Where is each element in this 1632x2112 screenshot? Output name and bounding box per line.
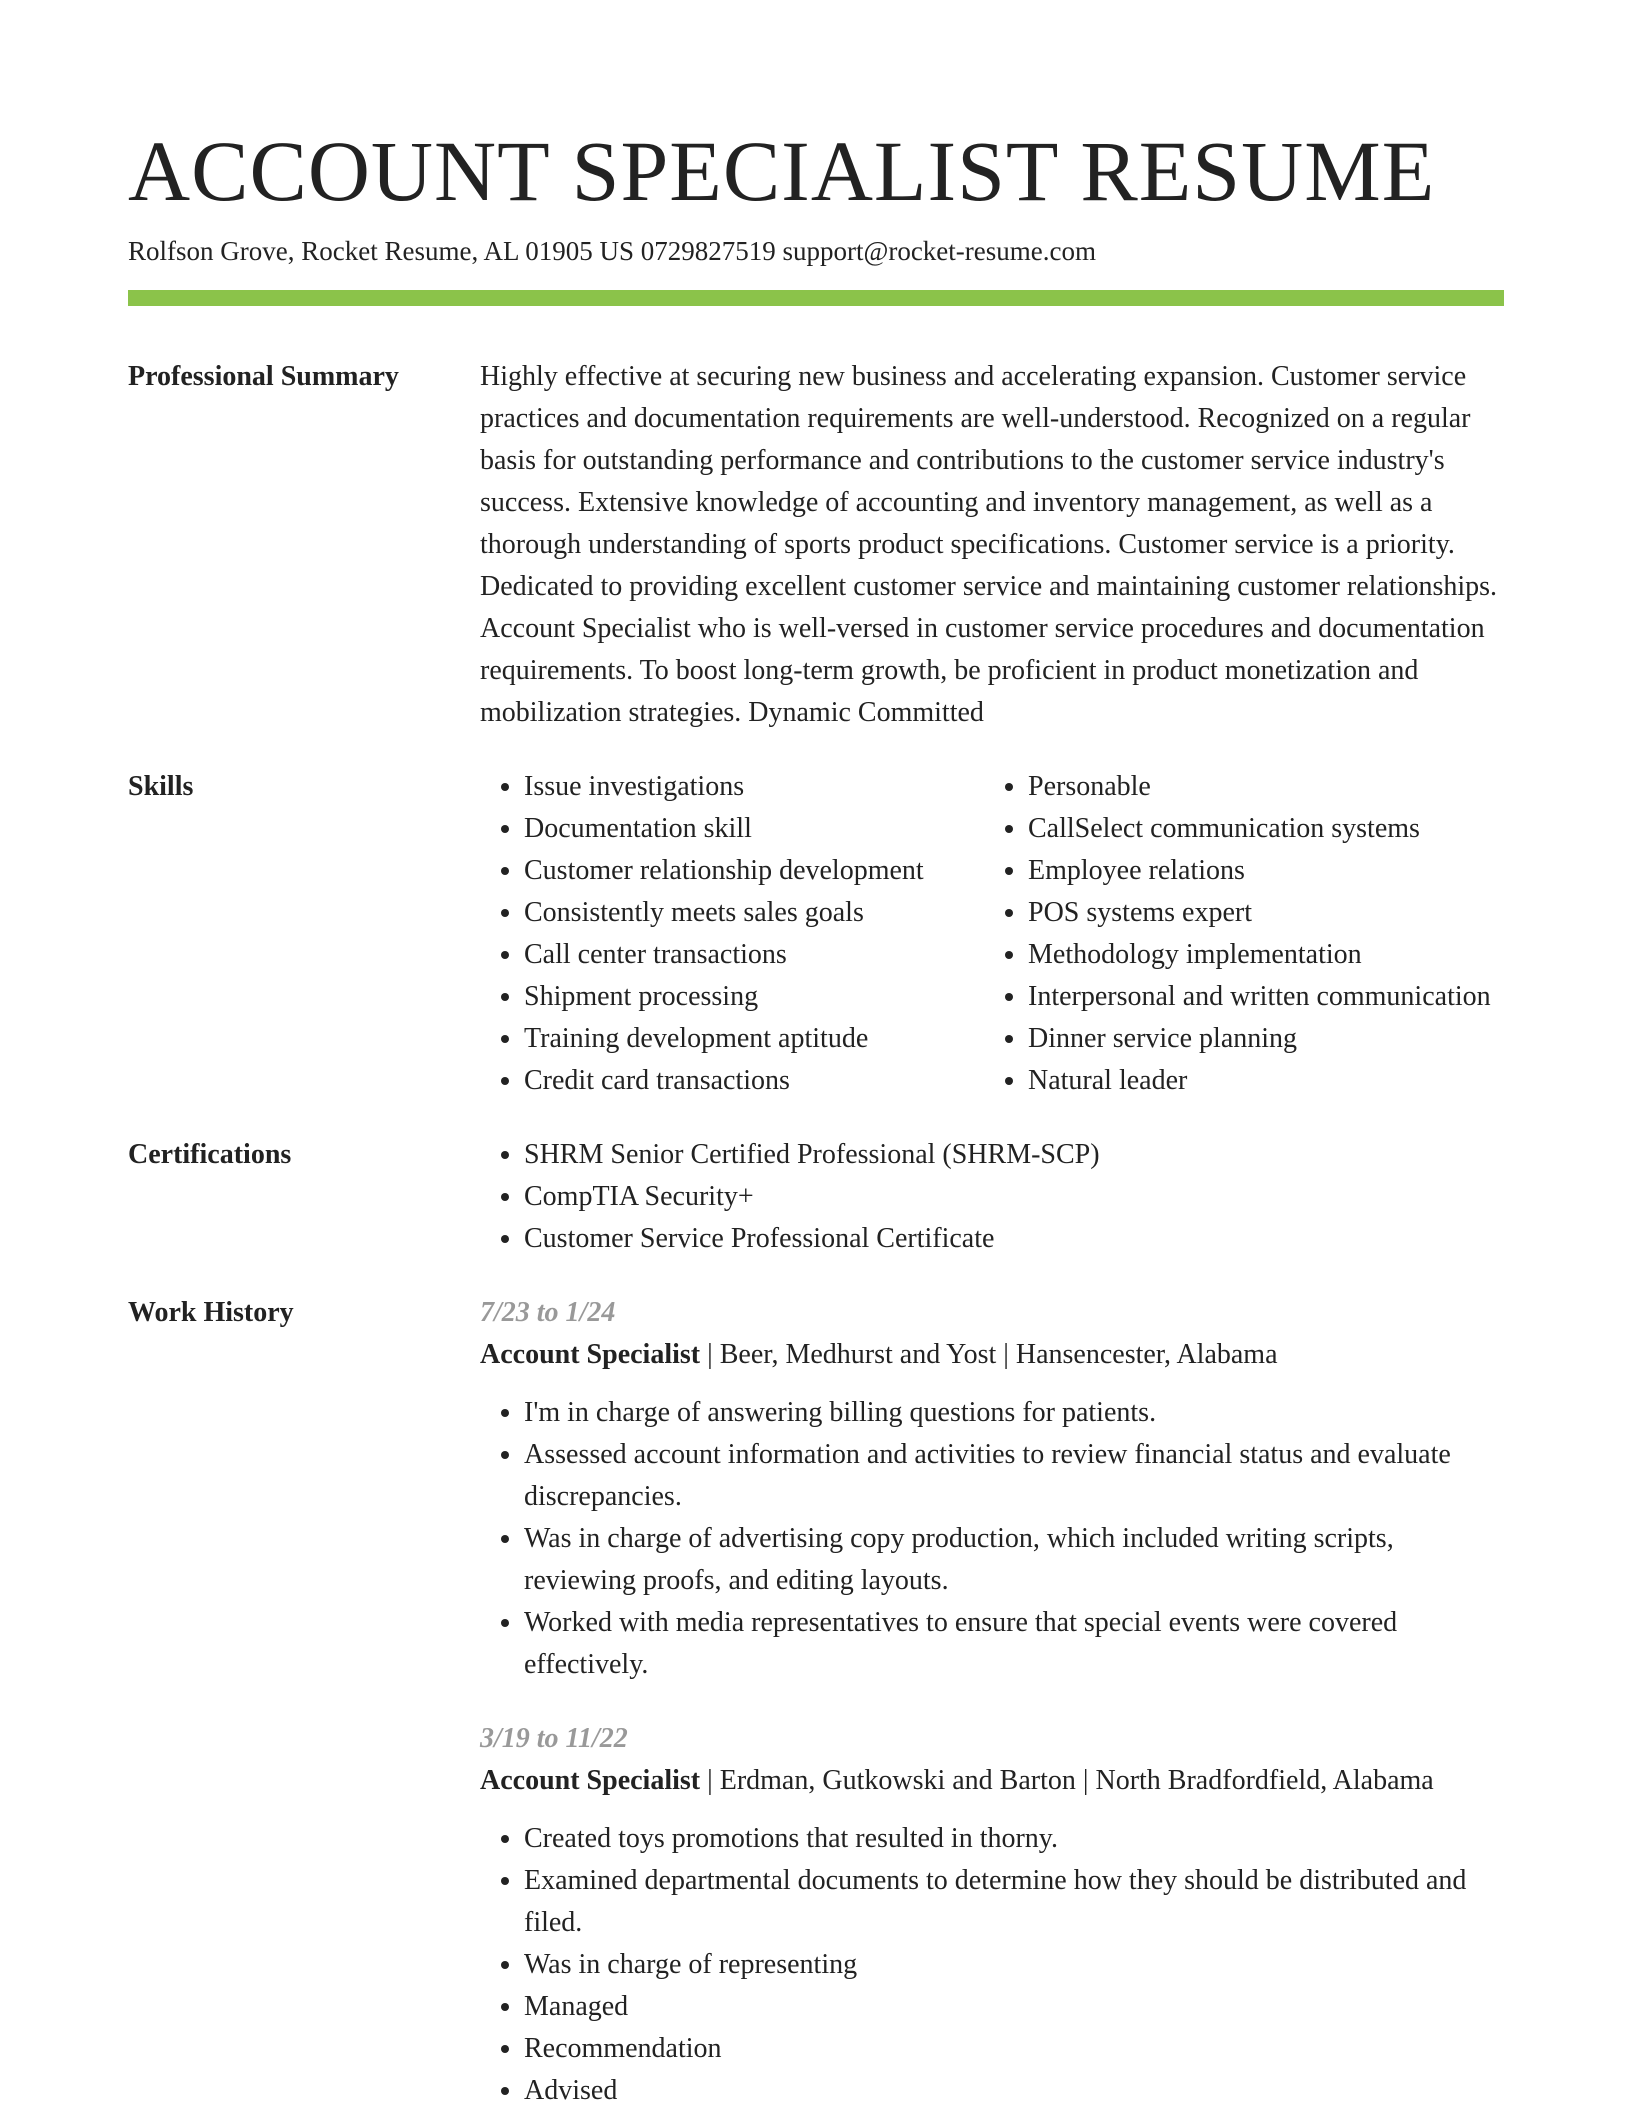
skill-item: • Methodology implementation	[1028, 934, 1504, 976]
job-bullet: • Recommendation	[524, 2028, 1504, 2070]
job-company-location: | Beer, Medhurst and Yost | Hansencester, Alabama	[700, 1339, 1278, 1370]
job-entry	[480, 1718, 1504, 2112]
skill-item: • Documentation skill	[524, 808, 984, 850]
section-label-certifications: Certifications	[128, 1139, 292, 1170]
job-bullet: • Was in charge of advertising copy production, which included writing scripts, reviewing proofs, and editing layouts.	[524, 1518, 1504, 1602]
job-heading	[480, 1760, 1504, 1802]
job-company-location: | Erdman, Gutkowski and Barton | North Bradfordfield, Alabama	[700, 1765, 1434, 1796]
contact-line: Rolfson Grove, Rocket Resume, AL 01905 US 0729827519 support@rocket-resume.com	[128, 236, 1096, 266]
job-bullet: • Assessed account information and activities to review financial status and evaluate discrepancies.	[524, 1434, 1504, 1518]
job-dates: 3/19 to 11/22	[480, 1723, 628, 1754]
work-history-body	[480, 1292, 1504, 2112]
skill-item: • Call center transactions	[524, 934, 984, 976]
skill-item: • Customer relationship development	[524, 850, 984, 892]
skill-item: • Dinner service planning	[1028, 1018, 1504, 1060]
skill-item: • Employee relations	[1028, 850, 1504, 892]
skill-item: • Natural leader	[1028, 1060, 1504, 1102]
skills-section	[128, 766, 1504, 1102]
skill-item: • CallSelect communication systems	[1028, 808, 1504, 850]
skills-list-right	[984, 766, 1504, 1102]
skills-columns	[480, 766, 1504, 1102]
section-label-skills: Skills	[128, 771, 194, 802]
skill-item: • POS systems expert	[1028, 892, 1504, 934]
job-entry	[480, 1292, 1504, 1686]
resume-title: ACCOUNT SPECIALIST RESUME	[128, 123, 1436, 219]
job-heading	[480, 1334, 1504, 1376]
certification-item: • CompTIA Security+	[524, 1176, 1504, 1218]
job-title: Account Specialist	[480, 1339, 701, 1370]
section-label-work-history: Work History	[128, 1297, 294, 1328]
certification-item: • SHRM Senior Certified Professional (SHRM-SCP)	[524, 1134, 1504, 1176]
skill-item: • Training development aptitude	[524, 1018, 984, 1060]
summary-text: Highly effective at securing new business and accelerating expansion. Customer service practices and documentation requirements are well-understood. Recognized on a regular basis for outstanding performance and contributions to the customer service industry's success. Extensive knowledge of accounting and inventory management, as well as a thorough understanding of sports product specifications. Customer service is a priority. Dedicated to providing excellent customer service and maintaining customer relationships. Account Specialist who is well-versed in customer service procedures and documentation requirements. To boost long-term growth, be proficient in product monetization and mobilization strategies. Dynamic Committed	[480, 361, 1498, 728]
job-bullets	[480, 1392, 1504, 1686]
skill-item: • Issue investigations	[524, 766, 984, 808]
job-bullet: • Was in charge of representing	[524, 1944, 1504, 1986]
skill-item: • Shipment processing	[524, 976, 984, 1018]
summary-section	[128, 356, 1504, 734]
job-bullet: • Created toys promotions that resulted in thorny.	[524, 1818, 1504, 1860]
skill-item: • Credit card transactions	[524, 1060, 984, 1102]
job-bullet: • Worked with media representatives to ensure that special events were covered effectively.	[524, 1602, 1504, 1686]
accent-divider	[128, 290, 1504, 306]
skills-list-left	[480, 766, 984, 1102]
job-title: Account Specialist	[480, 1765, 701, 1796]
job-dates: 7/23 to 1/24	[480, 1297, 616, 1328]
job-bullet: • Managed	[524, 1986, 1504, 2028]
certifications-list	[480, 1134, 1504, 1260]
certifications-body	[480, 1134, 1504, 1260]
work-history-section	[128, 1292, 1504, 2112]
resume-page	[128, 0, 1504, 2112]
skill-item: • Consistently meets sales goals	[524, 892, 984, 934]
skill-item: • Interpersonal and written communication	[1028, 976, 1504, 1018]
certifications-section	[128, 1134, 1504, 1260]
job-bullet: • Advised	[524, 2070, 1504, 2112]
section-label-summary: Professional Summary	[128, 361, 399, 392]
skill-item: • Personable	[1028, 766, 1504, 808]
job-bullet: • Examined departmental documents to determine how they should be distributed and filed.	[524, 1860, 1504, 1944]
job-bullet: • I'm in charge of answering billing questions for patients.	[524, 1392, 1504, 1434]
job-bullets	[480, 1818, 1504, 2112]
certification-item: • Customer Service Professional Certificate	[524, 1218, 1504, 1260]
